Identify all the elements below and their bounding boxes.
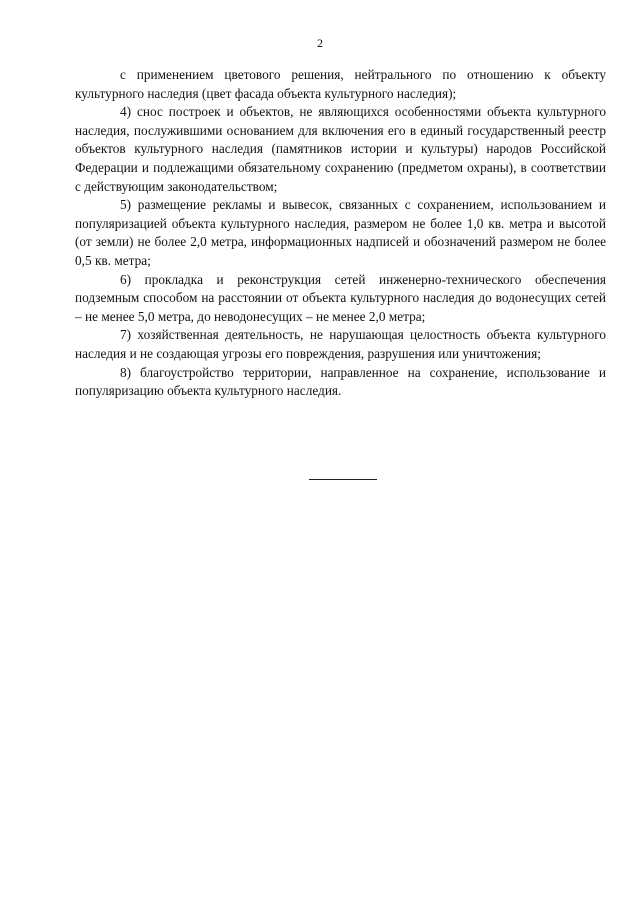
page-number: 2 (317, 36, 323, 50)
document-body (75, 66, 606, 401)
paragraph-item-4: 4) снос построек и объектов, не являющихся особенностями объекта культурного наследия, послужившими основанием для включения его в единый государственный реестр объектов культурного наследия (памятников истории и культуры) народов Российской Федерации и подлежащими обязательному сохранению (предметом охраны), в соответствии с действующим законодательством; (75, 104, 606, 194)
paragraph-item-6: 6) прокладка и реконструкция сетей инженерно-технического обеспечения подземным способом на расстоянии от объекта культурного наследия до водонесущих сетей – не менее 5,0 метра, до неводонесущих – не менее 2,0 метра; (75, 271, 606, 324)
paragraph-item-5: 5) размещение рекламы и вывесок, связанных с сохранением, использованием и популяризацией объекта культурного наследия, размером не более 1,0 кв. метра и высотой (от земли) не более 2,0 метра, информационных надписей и обозначений размером не более 0,5 кв. метра; (75, 197, 606, 268)
paragraph-item-8: 8) благоустройство территории, направленное на сохранение, использование и популяризацию объекта культурного наследия. (75, 364, 606, 399)
end-of-document-rule (309, 479, 377, 480)
paragraph-item-7: 7) хозяйственная деятельность, не нарушающая целостность объекта культурного наследия и не создающая угрозы его повреждения, разрушения или уничтожения; (75, 327, 606, 361)
paragraph-continuation: с применением цветового решения, нейтрального по отношению к объекту культурного наследия (цвет фасада объекта культурного наследия); (75, 67, 606, 101)
